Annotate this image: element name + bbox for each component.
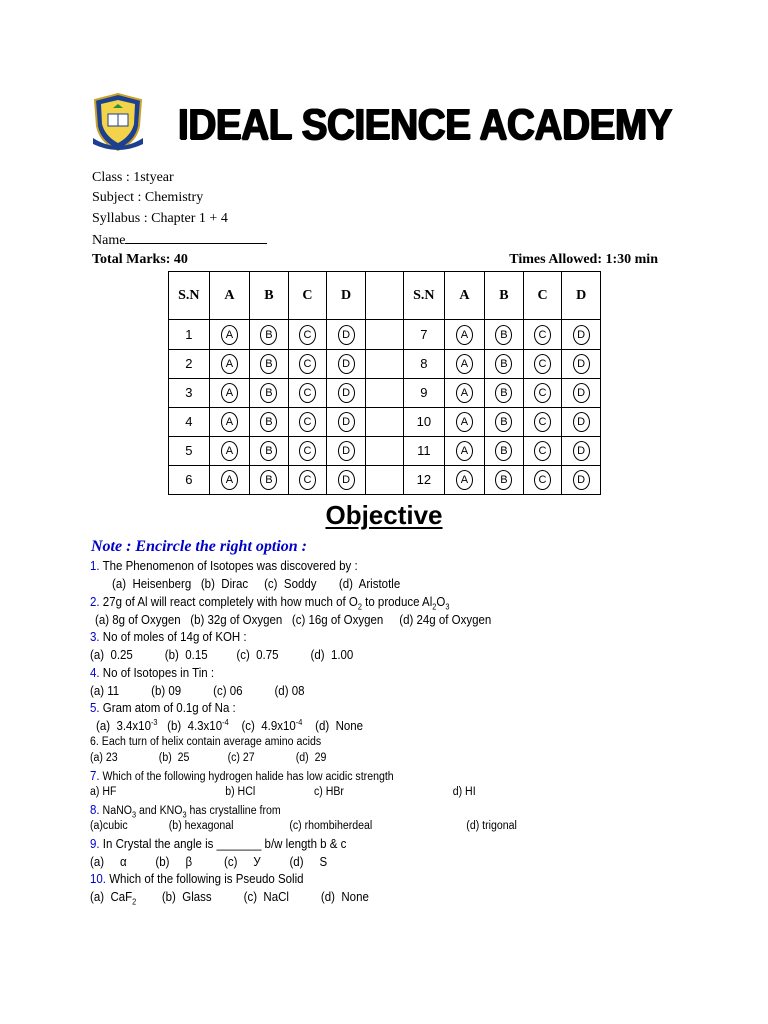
choice-cell <box>209 349 250 378</box>
grid-spacer-cell <box>365 465 403 494</box>
subscript: 2 <box>432 602 437 612</box>
question-text: Which of the following hydrogen halide has low acidic strength <box>102 771 394 783</box>
question-text-part: to produce Al <box>361 595 433 609</box>
option-d: (d) None <box>302 719 364 733</box>
answer-grid-row <box>169 320 601 349</box>
header-b-left: B <box>250 272 289 320</box>
academy-name: IDEAL SCIENCE ACADEMY <box>178 100 673 149</box>
answer-bubble-b[interactable]: B <box>495 441 512 461</box>
choice-cell <box>327 436 366 465</box>
header-b-right: B <box>485 272 524 320</box>
question-serial-number: 3 <box>169 378 210 407</box>
instruction-note: Note : Encircle the right option : <box>91 538 307 555</box>
choice-cell <box>288 465 327 494</box>
question-8-options[interactable]: (a)cubic (b) hexagonal (c) rhombiherdeal (d) trigonal <box>90 820 517 832</box>
answer-grid-row <box>169 349 601 378</box>
answer-bubble-d[interactable]: D <box>573 441 590 461</box>
question-serial-number: 6 <box>169 465 210 494</box>
choice-cell <box>288 320 327 349</box>
question-number: 10. <box>90 872 106 886</box>
answer-bubble-a[interactable]: A <box>221 325 238 345</box>
question-9 <box>90 837 346 851</box>
subject-info: Subject : Chemistry <box>92 190 204 205</box>
choice-cell <box>327 349 366 378</box>
question-10-options[interactable] <box>90 890 369 907</box>
question-number: 6. <box>90 736 99 748</box>
question-serial-number: 4 <box>169 407 210 436</box>
answer-bubble-c[interactable]: C <box>534 325 551 345</box>
choice-cell <box>209 436 250 465</box>
question-serial-number: 8 <box>404 349 445 378</box>
choice-cell <box>444 378 485 407</box>
choice-cell <box>250 407 289 436</box>
question-text-part: and KNO <box>136 805 183 817</box>
question-text: No of Isotopes in Tin : <box>102 666 215 680</box>
choice-cell <box>485 349 524 378</box>
answer-bubble-a[interactable]: A <box>221 441 238 461</box>
header-spacer <box>365 272 403 320</box>
answer-bubble-a[interactable]: A <box>456 441 473 461</box>
option-a: (a) CaF <box>90 890 133 904</box>
question-text: The Phenomenon of Isotopes was discovered by : <box>102 559 358 573</box>
answer-grid-row <box>169 378 601 407</box>
question-number: 7. <box>90 769 100 783</box>
answer-bubble-b[interactable]: B <box>260 325 277 345</box>
answer-bubble-c[interactable]: C <box>299 325 316 345</box>
answer-bubble-a[interactable]: A <box>456 325 473 345</box>
option-c: (c) 4.9x10 <box>228 719 296 733</box>
question-serial-number: 5 <box>169 436 210 465</box>
question-number: 1. <box>90 559 100 573</box>
answer-bubble-c[interactable]: C <box>534 354 551 374</box>
answer-bubble-d[interactable]: D <box>573 383 590 403</box>
choice-cell <box>250 349 289 378</box>
grid-spacer-cell <box>365 349 403 378</box>
choice-cell <box>485 320 524 349</box>
answer-bubble-b[interactable]: B <box>495 412 512 432</box>
answer-bubble-c[interactable]: C <box>299 412 316 432</box>
question-serial-number: 2 <box>169 349 210 378</box>
header-d-left: D <box>327 272 366 320</box>
choice-cell <box>288 436 327 465</box>
choice-cell <box>209 320 250 349</box>
header-d-right: D <box>562 272 601 320</box>
objective-heading: Objective <box>325 500 443 530</box>
choice-cell <box>327 407 366 436</box>
question-text: Gram atom of 0.1g of Na : <box>102 701 236 715</box>
question-serial-number: 7 <box>404 320 445 349</box>
options-rest: (b) Glass (c) NaCl (d) None <box>136 890 369 904</box>
question-number: 4. <box>90 666 100 680</box>
choice-cell <box>485 407 524 436</box>
subscript: 3 <box>182 810 187 820</box>
answer-bubble-c[interactable]: C <box>534 412 551 432</box>
choice-cell <box>444 320 485 349</box>
question-5-options[interactable] <box>96 719 363 733</box>
question-4-options[interactable]: (a) 11 (b) 09 (c) 06 (d) 08 <box>90 684 305 698</box>
answer-bubble-a[interactable]: A <box>456 470 473 490</box>
answer-bubble-c[interactable]: C <box>299 383 316 403</box>
choice-cell <box>327 320 366 349</box>
choice-cell <box>288 349 327 378</box>
choice-cell <box>444 349 485 378</box>
choice-cell <box>523 436 562 465</box>
answer-bubble-a[interactable]: A <box>456 412 473 432</box>
question-text-part: NaNO <box>102 805 132 817</box>
question-number: 9. <box>90 837 100 851</box>
grid-spacer-cell <box>365 407 403 436</box>
grid-spacer-cell <box>365 378 403 407</box>
exponent: -4 <box>295 717 303 727</box>
header-sn-right: S.N <box>404 272 445 320</box>
syllabus-info: Syllabus : Chapter 1 + 4 <box>92 211 228 226</box>
choice-cell <box>209 407 250 436</box>
answer-bubble-b[interactable]: B <box>260 441 277 461</box>
header-a-right: A <box>444 272 485 320</box>
answer-bubble-c[interactable]: C <box>534 470 551 490</box>
choice-cell <box>444 436 485 465</box>
question-number: 8. <box>90 803 100 817</box>
question-serial-number: 1 <box>169 320 210 349</box>
question-6-options[interactable]: (a) 23 (b) 25 (c) 27 (d) 29 <box>90 752 327 764</box>
choice-cell <box>562 349 601 378</box>
class-info: Class : 1styear <box>92 170 174 185</box>
choice-cell <box>444 465 485 494</box>
question-9-options[interactable]: (a) α (b) β (c) У (d) S <box>90 855 328 869</box>
question-number: 3. <box>90 630 100 644</box>
answer-bubble-d[interactable]: D <box>338 412 355 432</box>
exponent: -4 <box>222 717 229 727</box>
name-label: Name <box>92 233 126 248</box>
answer-bubble-a[interactable]: A <box>456 383 473 403</box>
choice-cell <box>444 407 485 436</box>
question-2 <box>90 595 450 612</box>
answer-bubble-d[interactable]: D <box>573 325 590 345</box>
question-text: In Crystal the angle is _______ b/w length b & c <box>102 837 347 851</box>
answer-bubble-d[interactable]: D <box>573 470 590 490</box>
choice-cell <box>485 465 524 494</box>
question-serial-number: 12 <box>404 465 445 494</box>
question-text-part: 27g of Al will react completely with how much of O <box>102 595 358 609</box>
question-serial-number: 10 <box>404 407 445 436</box>
answer-bubble-b[interactable]: B <box>260 354 277 374</box>
question-text: Which of the following is Pseudo Solid <box>105 872 304 886</box>
answer-bubble-c[interactable]: C <box>534 441 551 461</box>
choice-cell <box>327 378 366 407</box>
subscript: 3 <box>445 602 450 612</box>
choice-cell <box>523 407 562 436</box>
answer-bubble-b[interactable]: B <box>495 354 512 374</box>
academy-logo <box>91 92 145 154</box>
answer-bubble-a[interactable]: A <box>456 354 473 374</box>
answer-bubble-b[interactable]: B <box>260 412 277 432</box>
question-8 <box>90 803 281 820</box>
answer-bubble-d[interactable]: D <box>338 383 355 403</box>
subscript: 2 <box>357 602 362 612</box>
choice-cell <box>562 465 601 494</box>
choice-cell <box>327 465 366 494</box>
choice-cell <box>562 407 601 436</box>
answer-bubble-b[interactable]: B <box>260 383 277 403</box>
name-field-label <box>92 231 267 249</box>
question-1-options[interactable]: (a) Heisenberg (b) Dirac (c) Soddy (d) Aristotle <box>112 577 401 591</box>
header-c-left: C <box>288 272 327 320</box>
question-6 <box>90 736 321 748</box>
answer-bubble-c[interactable]: C <box>534 383 551 403</box>
choice-cell <box>250 465 289 494</box>
question-serial-number: 9 <box>404 378 445 407</box>
answer-bubble-a[interactable]: A <box>221 383 238 403</box>
total-marks: Total Marks: 40 <box>92 252 188 267</box>
answer-bubble-d[interactable]: D <box>338 441 355 461</box>
grid-spacer-cell <box>365 436 403 465</box>
name-blank-line[interactable] <box>125 231 267 244</box>
answer-bubble-a[interactable]: A <box>221 412 238 432</box>
choice-cell <box>523 349 562 378</box>
answer-grid-row <box>169 465 601 494</box>
question-number: 5. <box>90 701 100 715</box>
choice-cell <box>209 378 250 407</box>
question-text: Each turn of helix contain average amino acids <box>101 736 322 748</box>
header-c-right: C <box>523 272 562 320</box>
question-7-options[interactable]: a) HF b) HCl c) HBr d) HI <box>90 786 476 798</box>
choice-cell <box>523 465 562 494</box>
question-text: No of moles of 14g of KOH : <box>102 630 247 644</box>
choice-cell <box>288 407 327 436</box>
choice-cell <box>562 320 601 349</box>
answer-bubble-a[interactable]: A <box>221 354 238 374</box>
option-b: (b) 4.3x10 <box>157 719 223 733</box>
answer-bubble-d[interactable]: D <box>338 470 355 490</box>
choice-cell <box>250 436 289 465</box>
choice-cell <box>562 436 601 465</box>
section-title <box>0 500 768 531</box>
answer-bubble-c[interactable]: C <box>299 354 316 374</box>
answer-bubble-b[interactable]: B <box>495 383 512 403</box>
question-3 <box>90 630 247 644</box>
answer-bubble-b[interactable]: B <box>260 470 277 490</box>
answer-bubble-b[interactable]: B <box>495 470 512 490</box>
question-2-options[interactable]: (a) 8g of Oxygen (b) 32g of Oxygen (c) 16g of Oxygen (d) 24g of Oxygen <box>95 613 492 627</box>
answer-bubble-a[interactable]: A <box>221 470 238 490</box>
answer-bubble-c[interactable]: C <box>299 441 316 461</box>
question-number: 2. <box>90 595 100 609</box>
answer-grid-row <box>169 436 601 465</box>
answer-bubble-d[interactable]: D <box>338 325 355 345</box>
header-a-left: A <box>209 272 250 320</box>
answer-bubble-d[interactable]: D <box>338 354 355 374</box>
answer-grid <box>168 271 601 495</box>
choice-cell <box>523 320 562 349</box>
option-a: (a) 3.4x10 <box>96 719 151 733</box>
choice-cell <box>523 378 562 407</box>
choice-cell <box>250 320 289 349</box>
question-5 <box>90 701 236 715</box>
choice-cell <box>250 378 289 407</box>
choice-cell <box>485 378 524 407</box>
choice-cell <box>485 436 524 465</box>
question-1 <box>90 559 358 573</box>
grid-spacer-cell <box>365 320 403 349</box>
question-7 <box>90 769 394 783</box>
answer-bubble-d[interactable]: D <box>573 354 590 374</box>
header-sn-left: S.N <box>169 272 210 320</box>
answer-bubble-d[interactable]: D <box>573 412 590 432</box>
answer-bubble-c[interactable]: C <box>299 470 316 490</box>
question-text-part: has crystalline from <box>186 805 281 817</box>
answer-bubble-b[interactable]: B <box>495 325 512 345</box>
question-10 <box>90 872 304 886</box>
subscript: 2 <box>132 897 137 907</box>
question-text-part: O <box>436 595 446 609</box>
choice-cell <box>562 378 601 407</box>
question-3-options[interactable]: (a) 0.25 (b) 0.15 (c) 0.75 (d) 1.00 <box>90 648 354 662</box>
answer-grid-row <box>169 407 601 436</box>
choice-cell <box>288 378 327 407</box>
question-4 <box>90 666 214 680</box>
exponent: -3 <box>150 717 158 727</box>
subscript: 3 <box>131 810 137 820</box>
answer-grid-header <box>169 272 601 320</box>
time-allowed: Times Allowed: 1:30 min <box>509 252 658 267</box>
question-serial-number: 11 <box>404 436 445 465</box>
choice-cell <box>209 465 250 494</box>
